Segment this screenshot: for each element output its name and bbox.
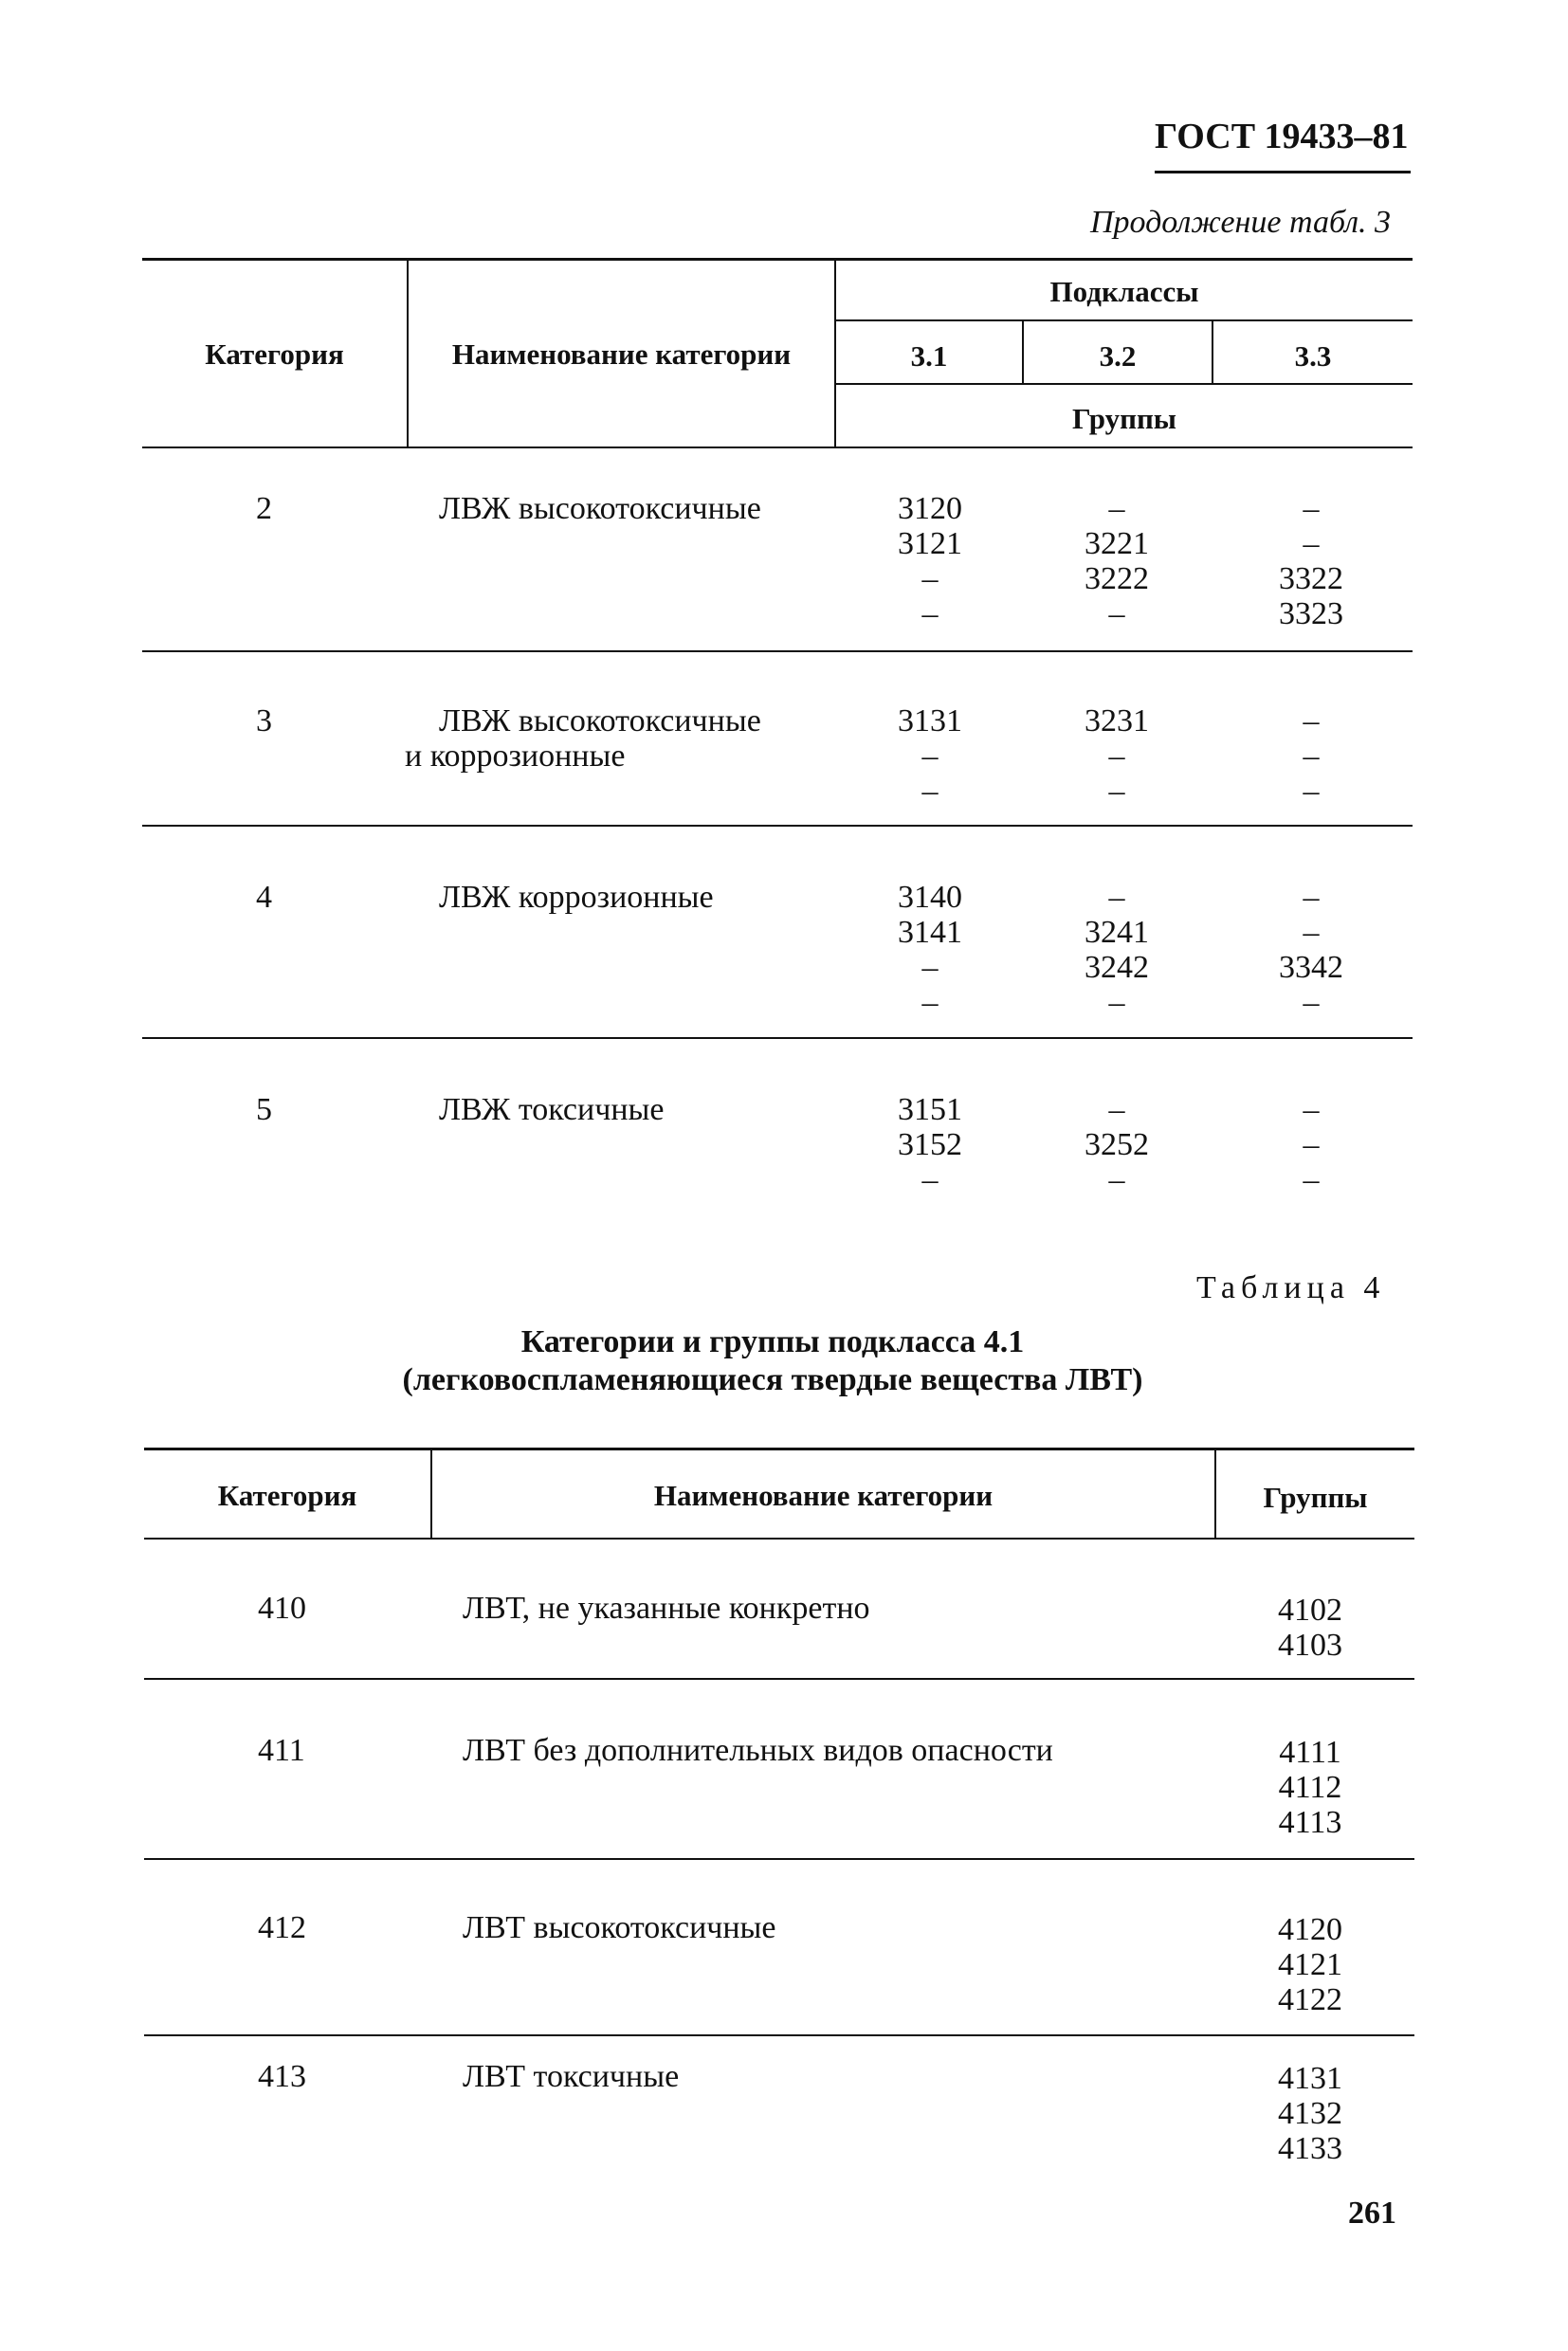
groups-cell: 4111 4112 4113 [1278,1735,1342,1840]
category-cell: 413 [258,2059,306,2094]
column-header-subclass-3-3: 3.3 [1294,339,1332,373]
category-cell: 2 [256,491,272,526]
group-cell-3-3: – – 3342 – [1279,880,1343,1020]
groups-cell: 4131 4132 4133 [1278,2061,1342,2166]
header-underline [1155,171,1411,173]
category-cell: 4 [256,880,272,915]
header-bottom-rule [144,1538,1414,1540]
header-bottom-rule [142,447,1413,448]
category-cell: 5 [256,1092,272,1127]
page-number: 261 [1348,2196,1396,2231]
category-name-cell: ЛВЖ токсичные [439,1092,665,1127]
column-header-subclass-3-2: 3.2 [1099,339,1137,373]
group-cell-3-1: 3120 3121 – – [898,491,962,631]
row-rule [142,825,1413,827]
row-rule [142,650,1413,652]
column-header-name: Наименование категории [653,1479,994,1512]
row-rule [144,1678,1414,1680]
column-header-category: Категория [205,337,344,371]
group-cell-3-3: – – 3322 3323 [1279,491,1343,631]
category-name-cell: ЛВЖ высокотоксичные [439,491,761,526]
table-continuation-caption: Продолжение табл. 3 [1090,205,1392,240]
column-header-subclass-3-1: 3.1 [910,339,948,373]
column-header-subclasses: Подклассы [1049,275,1199,308]
category-name-cell: ЛВЖ коррозионные [439,880,714,915]
column-header-groups: Группы [1263,1481,1368,1514]
column-header-category: Категория [217,1479,357,1512]
category-name-cell: ЛВТ, не указанные конкретно [463,1591,870,1626]
row-rule [144,2034,1414,2036]
category-name-cell-continued: и коррозионные [405,738,626,774]
category-cell: 411 [258,1733,305,1768]
row-rule [142,1037,1413,1039]
subheader-rule [834,319,1413,321]
group-cell-3-2: 3231 – – [1085,703,1149,809]
group-cell-3-2: – 3221 3222 – [1085,491,1149,631]
group-cell-3-2: – 3241 3242 – [1085,880,1149,1020]
group-cell-3-2: – 3252 – [1085,1092,1149,1197]
subheader-rule [834,383,1413,385]
category-cell: 410 [258,1591,306,1626]
category-cell: 3 [256,703,272,738]
group-cell-3-3: – – – [1303,1092,1320,1197]
groups-cell: 4120 4121 4122 [1278,1912,1342,2017]
column-header-name: Наименование категории [451,337,792,371]
table-4-subtitle: (легковоспламеняющиеся твердые вещества ЛВТ) [402,1362,1143,1397]
group-cell-3-3: – – – [1303,703,1320,809]
category-name-cell: ЛВЖ высокотоксичные [439,703,761,738]
category-name-cell: ЛВТ токсичные [463,2059,680,2094]
category-cell: 412 [258,1910,306,1945]
category-name-cell: ЛВТ высокотоксичные [463,1910,776,1945]
table-top-rule [142,258,1413,261]
group-cell-3-1: 3140 3141 – – [898,880,962,1020]
row-rule [144,1858,1414,1860]
table-4-number: Таблица 4 [1196,1270,1386,1305]
group-cell-3-1: 3151 3152 – [898,1092,962,1197]
category-name-cell: ЛВТ без дополнительных видов опасности [463,1733,1053,1768]
table-4-title: Категории и группы подкласса 4.1 [520,1324,1025,1359]
group-cell-3-1: 3131 – – [898,703,962,809]
groups-cell: 4102 4103 [1278,1593,1342,1663]
document-code: ГОСТ 19433–81 [1155,117,1409,156]
table-top-rule [144,1448,1414,1450]
column-header-groups: Группы [1071,402,1177,435]
